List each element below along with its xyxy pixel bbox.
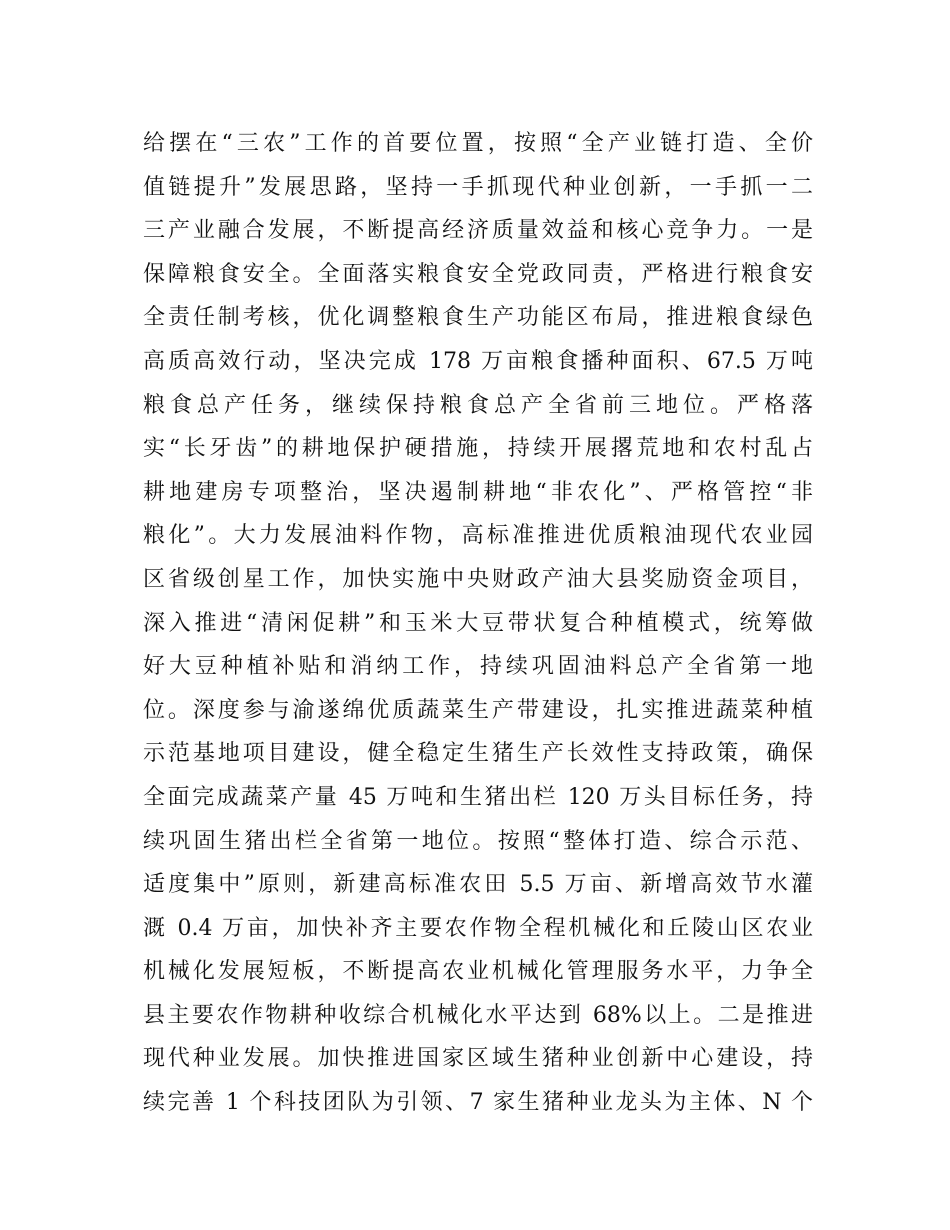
text-line: 高质高效行动，坚决完成 178 万亩粮食播种面积、67.5 万吨 bbox=[143, 348, 813, 374]
text-line: 位。深度参与渝遂绵优质蔬菜生产带建设，扎实推进蔬菜种植 bbox=[143, 697, 813, 723]
text-line: 全面完成蔬菜产量 45 万吨和生猪出栏 120 万头目标任务，持 bbox=[143, 784, 813, 810]
text-line: 耕地建房专项整治，坚决遏制耕地“非农化”、严格管控“非 bbox=[143, 479, 813, 505]
text-line: 续完善 1 个科技团队为引领、7 家生猪种业龙头为主体、N 个 bbox=[143, 1090, 813, 1116]
text-line: 适度集中”原则，新建高标准农田 5.5 万亩、新增高效节水灌 bbox=[143, 872, 813, 898]
text-line: 区省级创星工作，加快实施中央财政产油大县奖励资金项目， bbox=[143, 566, 813, 592]
text-line: 续巩固生猪出栏全省第一地位。按照“整体打造、综合示范、 bbox=[143, 828, 813, 854]
text-line: 实“长牙齿”的耕地保护硬措施，持续开展撂荒地和农村乱占 bbox=[143, 436, 813, 462]
body-text bbox=[143, 122, 813, 1125]
text-line: 现代种业发展。加快推进国家区域生猪种业创新中心建设，持 bbox=[143, 1046, 813, 1072]
text-line: 机械化发展短板，不断提高农业机械化管理服务水平，力争全 bbox=[143, 959, 813, 985]
text-line: 溉 0.4 万亩，加快补齐主要农作物全程机械化和丘陵山区农业 bbox=[143, 915, 813, 941]
text-line: 示范基地项目建设，健全稳定生猪生产长效性支持政策，确保 bbox=[143, 741, 813, 767]
text-line: 粮食总产任务，继续保持粮食总产全省前三地位。严格落 bbox=[143, 392, 813, 418]
text-line: 好大豆种植补贴和消纳工作，持续巩固油料总产全省第一地 bbox=[143, 654, 813, 680]
text-line: 深入推进“清闲促耕”和玉米大豆带状复合种植模式，统筹做 bbox=[143, 610, 813, 636]
text-line: 粮化”。大力发展油料作物，高标准推进优质粮油现代农业园 bbox=[143, 523, 813, 549]
text-line: 保障粮食安全。全面落实粮食安全党政同责，严格进行粮食安 bbox=[143, 261, 813, 287]
text-line: 值链提升”发展思路，坚持一手抓现代种业创新，一手抓一二 bbox=[143, 174, 813, 200]
text-line: 三产业融合发展，不断提高经济质量效益和核心竞争力。一是 bbox=[143, 218, 813, 244]
text-line: 全责任制考核，优化调整粮食生产功能区布局，推进粮食绿色 bbox=[143, 305, 813, 331]
text-line: 给摆在“三农”工作的首要位置，按照“全产业链打造、全价 bbox=[143, 131, 813, 156]
text-line: 县主要农作物耕种收综合机械化水平达到 68%以上。二是推进 bbox=[143, 1002, 813, 1028]
